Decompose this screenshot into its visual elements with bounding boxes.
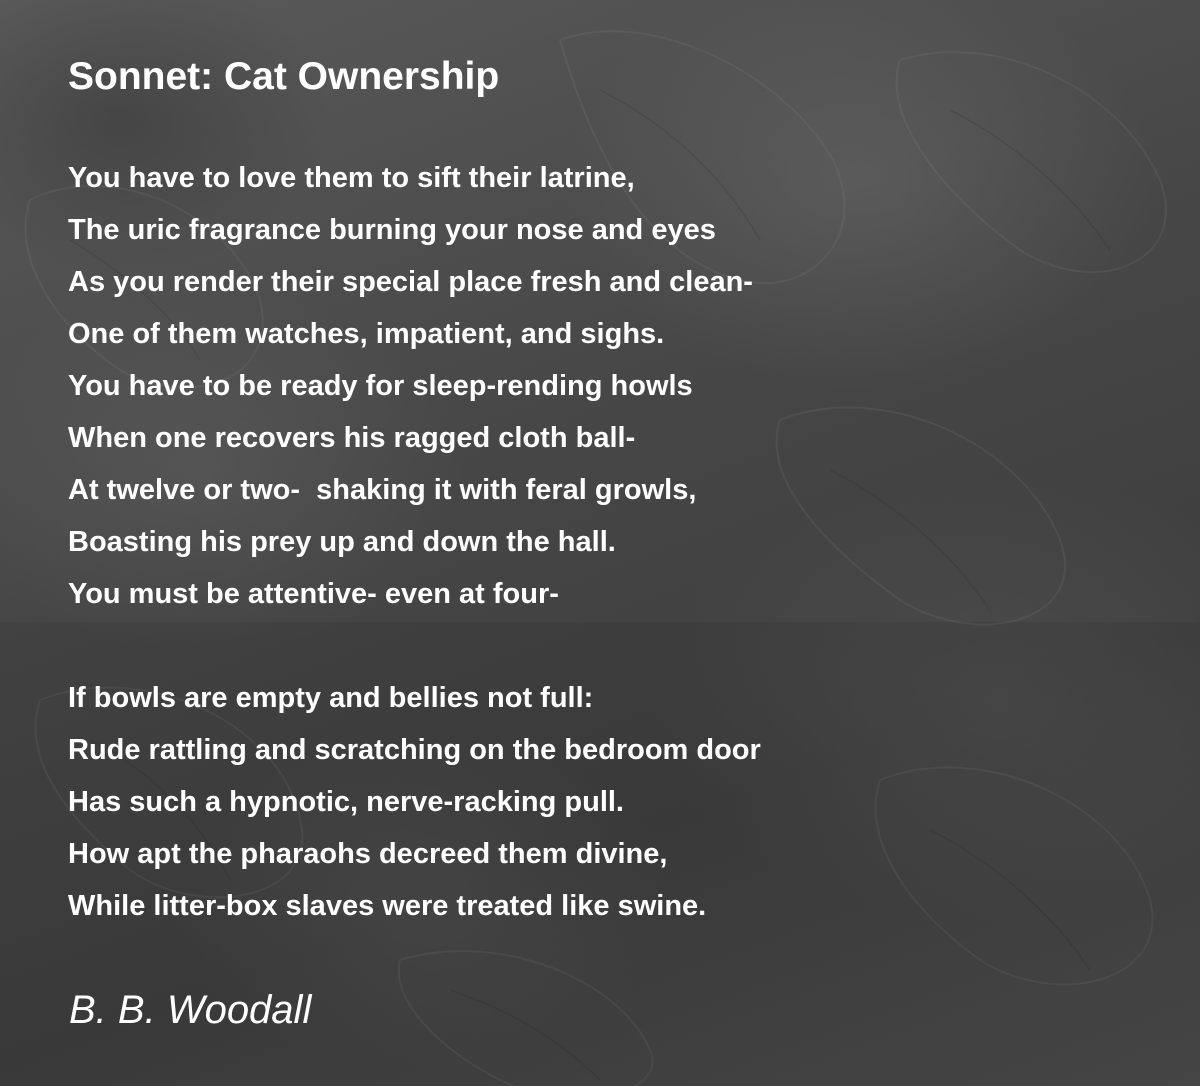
poem-line: Rude rattling and scratching on the bedroom door bbox=[68, 734, 761, 766]
poem-line: If bowls are empty and bellies not full: bbox=[68, 682, 594, 714]
poem-author: B. B. Woodall bbox=[69, 988, 312, 1032]
poem-line: When one recovers his ragged cloth ball- bbox=[68, 422, 636, 454]
stanza-break bbox=[68, 620, 761, 672]
poem-line: You have to love them to sift their latrine, bbox=[68, 162, 635, 194]
poem-line: How apt the pharaohs decreed them divine, bbox=[68, 838, 668, 870]
poem-line: At twelve or two- shaking it with feral growls, bbox=[68, 474, 697, 506]
poem-line: You must be attentive- even at four- bbox=[68, 578, 559, 610]
poem-line: The uric fragrance burning your nose and eyes bbox=[68, 214, 716, 246]
poem-line: While litter-box slaves were treated like swine. bbox=[68, 890, 707, 922]
poem-line: As you render their special place fresh and clean- bbox=[68, 266, 753, 298]
poem-line: Boasting his prey up and down the hall. bbox=[68, 526, 616, 558]
poem-line: Has such a hypnotic, nerve-racking pull. bbox=[68, 786, 624, 818]
poem-title: Sonnet: Cat Ownership bbox=[68, 55, 500, 98]
poem-body bbox=[68, 152, 761, 932]
poem-line: You have to be ready for sleep-rending howls bbox=[68, 370, 693, 402]
poem-line: One of them watches, impatient, and sighs. bbox=[68, 318, 665, 350]
